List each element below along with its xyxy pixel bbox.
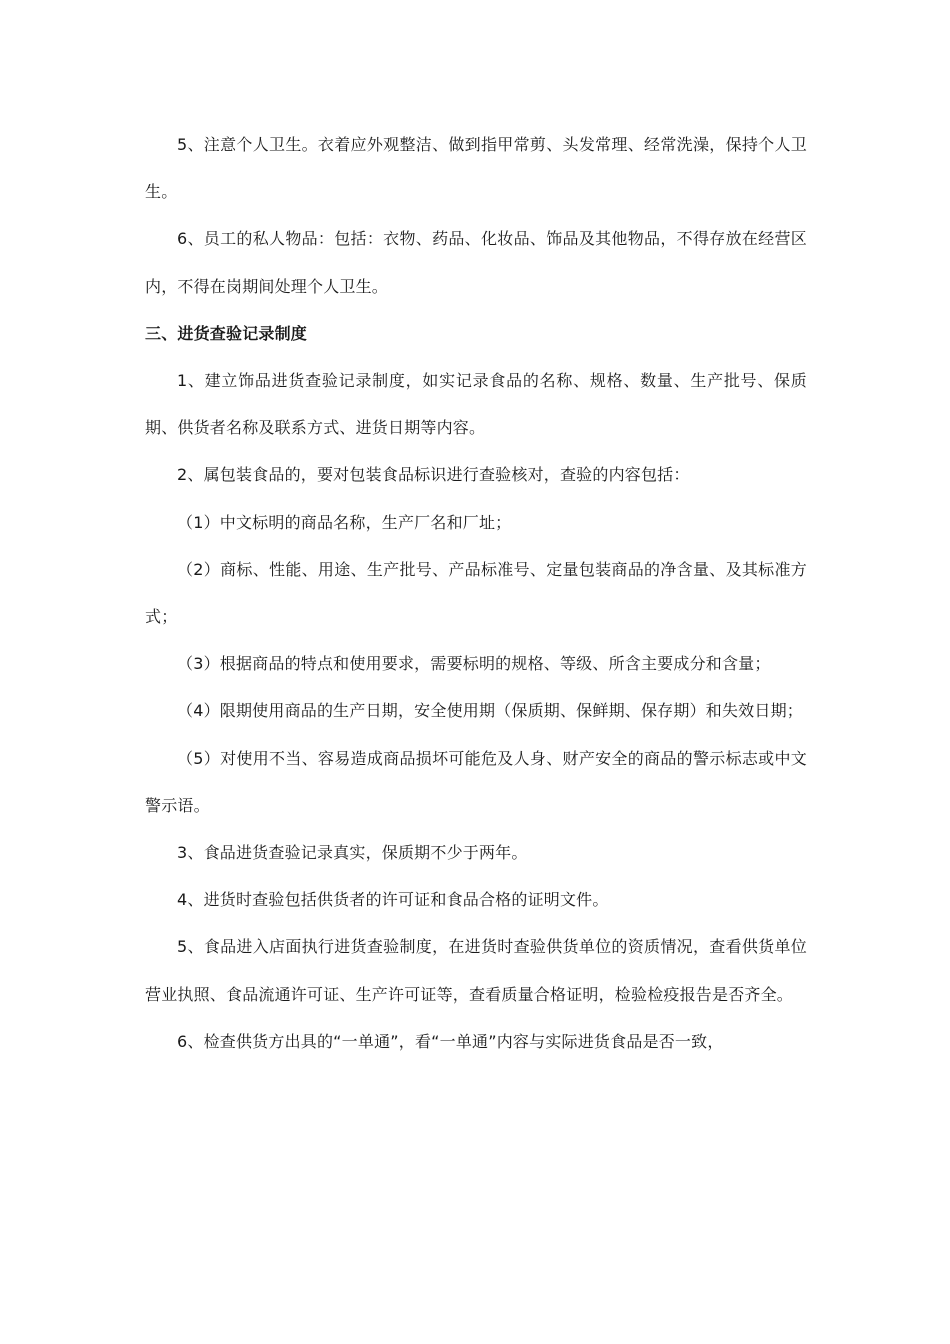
section-heading: 三、进货查验记录制度 (145, 323, 308, 343)
paragraph-single-document: 6、检查供货方出具的“一单通”，看“一单通”内容与实际进货食品是否一致， (177, 1031, 724, 1051)
list-item-3: （3）根据商品的特点和使用要求，需要标明的规格、等级、所含主要成分和含量； (177, 654, 771, 674)
document-body (145, 121, 807, 1065)
paragraph-supplier-licenses: 4、进货时查验包括供货者的许可证和食品合格的证明文件。 (177, 890, 609, 910)
list-item-1: （1）中文标明的商品名称，生产厂名和厂址； (177, 512, 512, 532)
list-item-5: （5）对使用不当、容易造成商品损坏可能危及人身、财产安全的商品的警示标志或中文警示语。 (145, 748, 807, 815)
paragraph-supplier-qualification: 5、食品进入店面执行进货查验制度，在进货时查验供货单位的资质情况，查看供货单位营业执照、食品流通许可证、生产许可证等，查看质量合格证明，检验检疫报告是否齐全。 (145, 937, 807, 1004)
paragraph-personal-belongings: 6、员工的私人物品：包括：衣物、药品、化妆品、饰品及其他物品，不得存放在经营区内，不得在岗期间处理个人卫生。 (145, 229, 807, 296)
paragraph-packaged-food: 2、属包装食品的，要对包装食品标识进行查验核对，查验的内容包括： (177, 465, 690, 485)
paragraph-personal-hygiene: 5、注意个人卫生。衣着应外观整洁、做到指甲常剪、头发常理、经常洗澡，保持个人卫生。 (145, 135, 807, 202)
paragraph-record-retention: 3、食品进货查验记录真实，保质期不少于两年。 (177, 843, 528, 863)
list-item-4: （4）限期使用商品的生产日期，安全使用期（保质期、保鲜期、保存期）和失效日期； (177, 701, 803, 721)
paragraph-record-system: 1、建立饰品进货查验记录制度，如实记录食品的名称、规格、数量、生产批号、保质期、供货者名称及联系方式、进货日期等内容。 (145, 371, 807, 438)
list-item-2: （2）商标、性能、用途、生产批号、产品标准号、定量包装商品的净含量、及其标准方式； (145, 559, 807, 627)
